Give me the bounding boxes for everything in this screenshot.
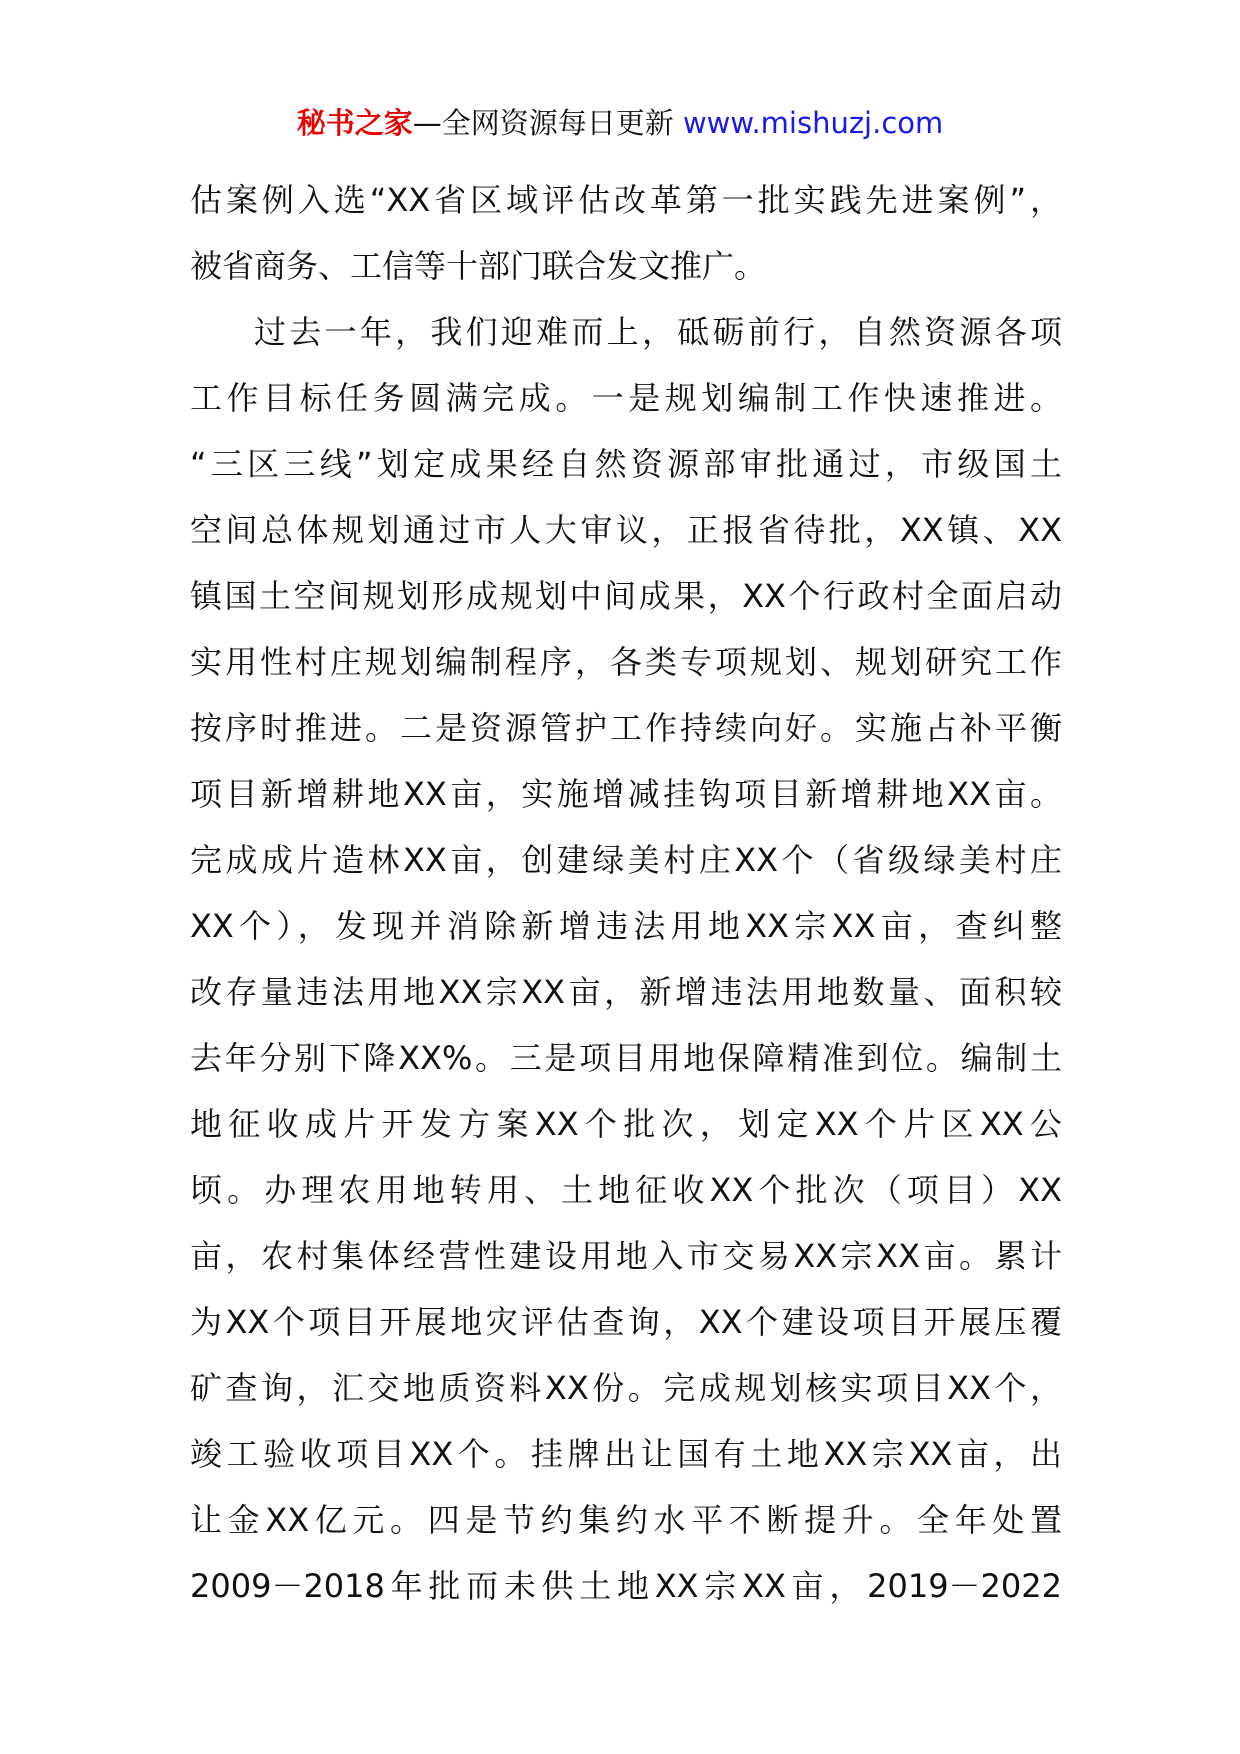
text-line: 让金XX亿元。四是节约集约水平不断提升。全年处置 bbox=[190, 1501, 1062, 1539]
text-line: 竣工验收项目XX个。挂牌出让国有土地XX宗XX亩，出 bbox=[190, 1435, 1062, 1473]
text-line: XX个），发现并消除新增违法用地XX宗XX亩，查纠整 bbox=[190, 907, 1062, 945]
header-brand: 秘书之家 bbox=[296, 106, 413, 140]
text-line: 亩，农村集体经营性建设用地入市交易XX宗XX亩。累计 bbox=[190, 1237, 1062, 1275]
text-line: 估案例入选“XX省区域评估改革第一批实践先进案例”， bbox=[190, 181, 1062, 219]
header-tagline: —全网资源每日更新 bbox=[412, 106, 683, 140]
text-line: 完成成片造林XX亩，创建绿美村庄XX个（省级绿美村庄 bbox=[190, 841, 1062, 879]
text-line: 矿查询，汇交地质资料XX份。完成规划核实项目XX个， bbox=[190, 1369, 1062, 1407]
page-header bbox=[0, 101, 1240, 145]
header-url-link[interactable]: www.mishuzj.com bbox=[682, 106, 944, 140]
document-body bbox=[190, 167, 1062, 1619]
text-line: 2009－2018年批而未供土地XX宗XX亩，2019－2022 bbox=[190, 1567, 1062, 1605]
text-line: 镇国土空间规划形成规划中间成果，XX个行政村全面启动 bbox=[190, 577, 1062, 615]
text-line: 顷。办理农用地转用、土地征收XX个批次（项目）XX bbox=[190, 1171, 1062, 1209]
text-line: 去年分别下降XX%。三是项目用地保障精准到位。编制土 bbox=[190, 1039, 1062, 1077]
text-line: 空间总体规划通过市人大审议，正报省待批，XX镇、XX bbox=[190, 511, 1062, 549]
text-line: 实用性村庄规划编制程序，各类专项规划、规划研究工作 bbox=[190, 643, 1062, 681]
text-line: 改存量违法用地XX宗XX亩，新增违法用地数量、面积较 bbox=[190, 973, 1062, 1011]
text-line: 被省商务、工信等十部门联合发文推广。 bbox=[190, 247, 767, 285]
text-line: 按序时推进。二是资源管护工作持续向好。实施占补平衡 bbox=[190, 709, 1062, 747]
paragraph-first-line: 过去一年，我们迎难而上，砥砺前行，自然资源各项 bbox=[254, 313, 1062, 351]
text-line: 为XX个项目开展地灾评估查询，XX个建设项目开展压覆 bbox=[190, 1303, 1062, 1341]
text-line: 地征收成片开发方案XX个批次，划定XX个片区XX公 bbox=[190, 1105, 1062, 1143]
text-line: 项目新增耕地XX亩，实施增减挂钩项目新增耕地XX亩。 bbox=[190, 775, 1062, 813]
text-line: 工作目标任务圆满完成。一是规划编制工作快速推进。 bbox=[190, 379, 1062, 417]
text-line: “三区三线”划定成果经自然资源部审批通过，市级国土 bbox=[190, 445, 1062, 483]
